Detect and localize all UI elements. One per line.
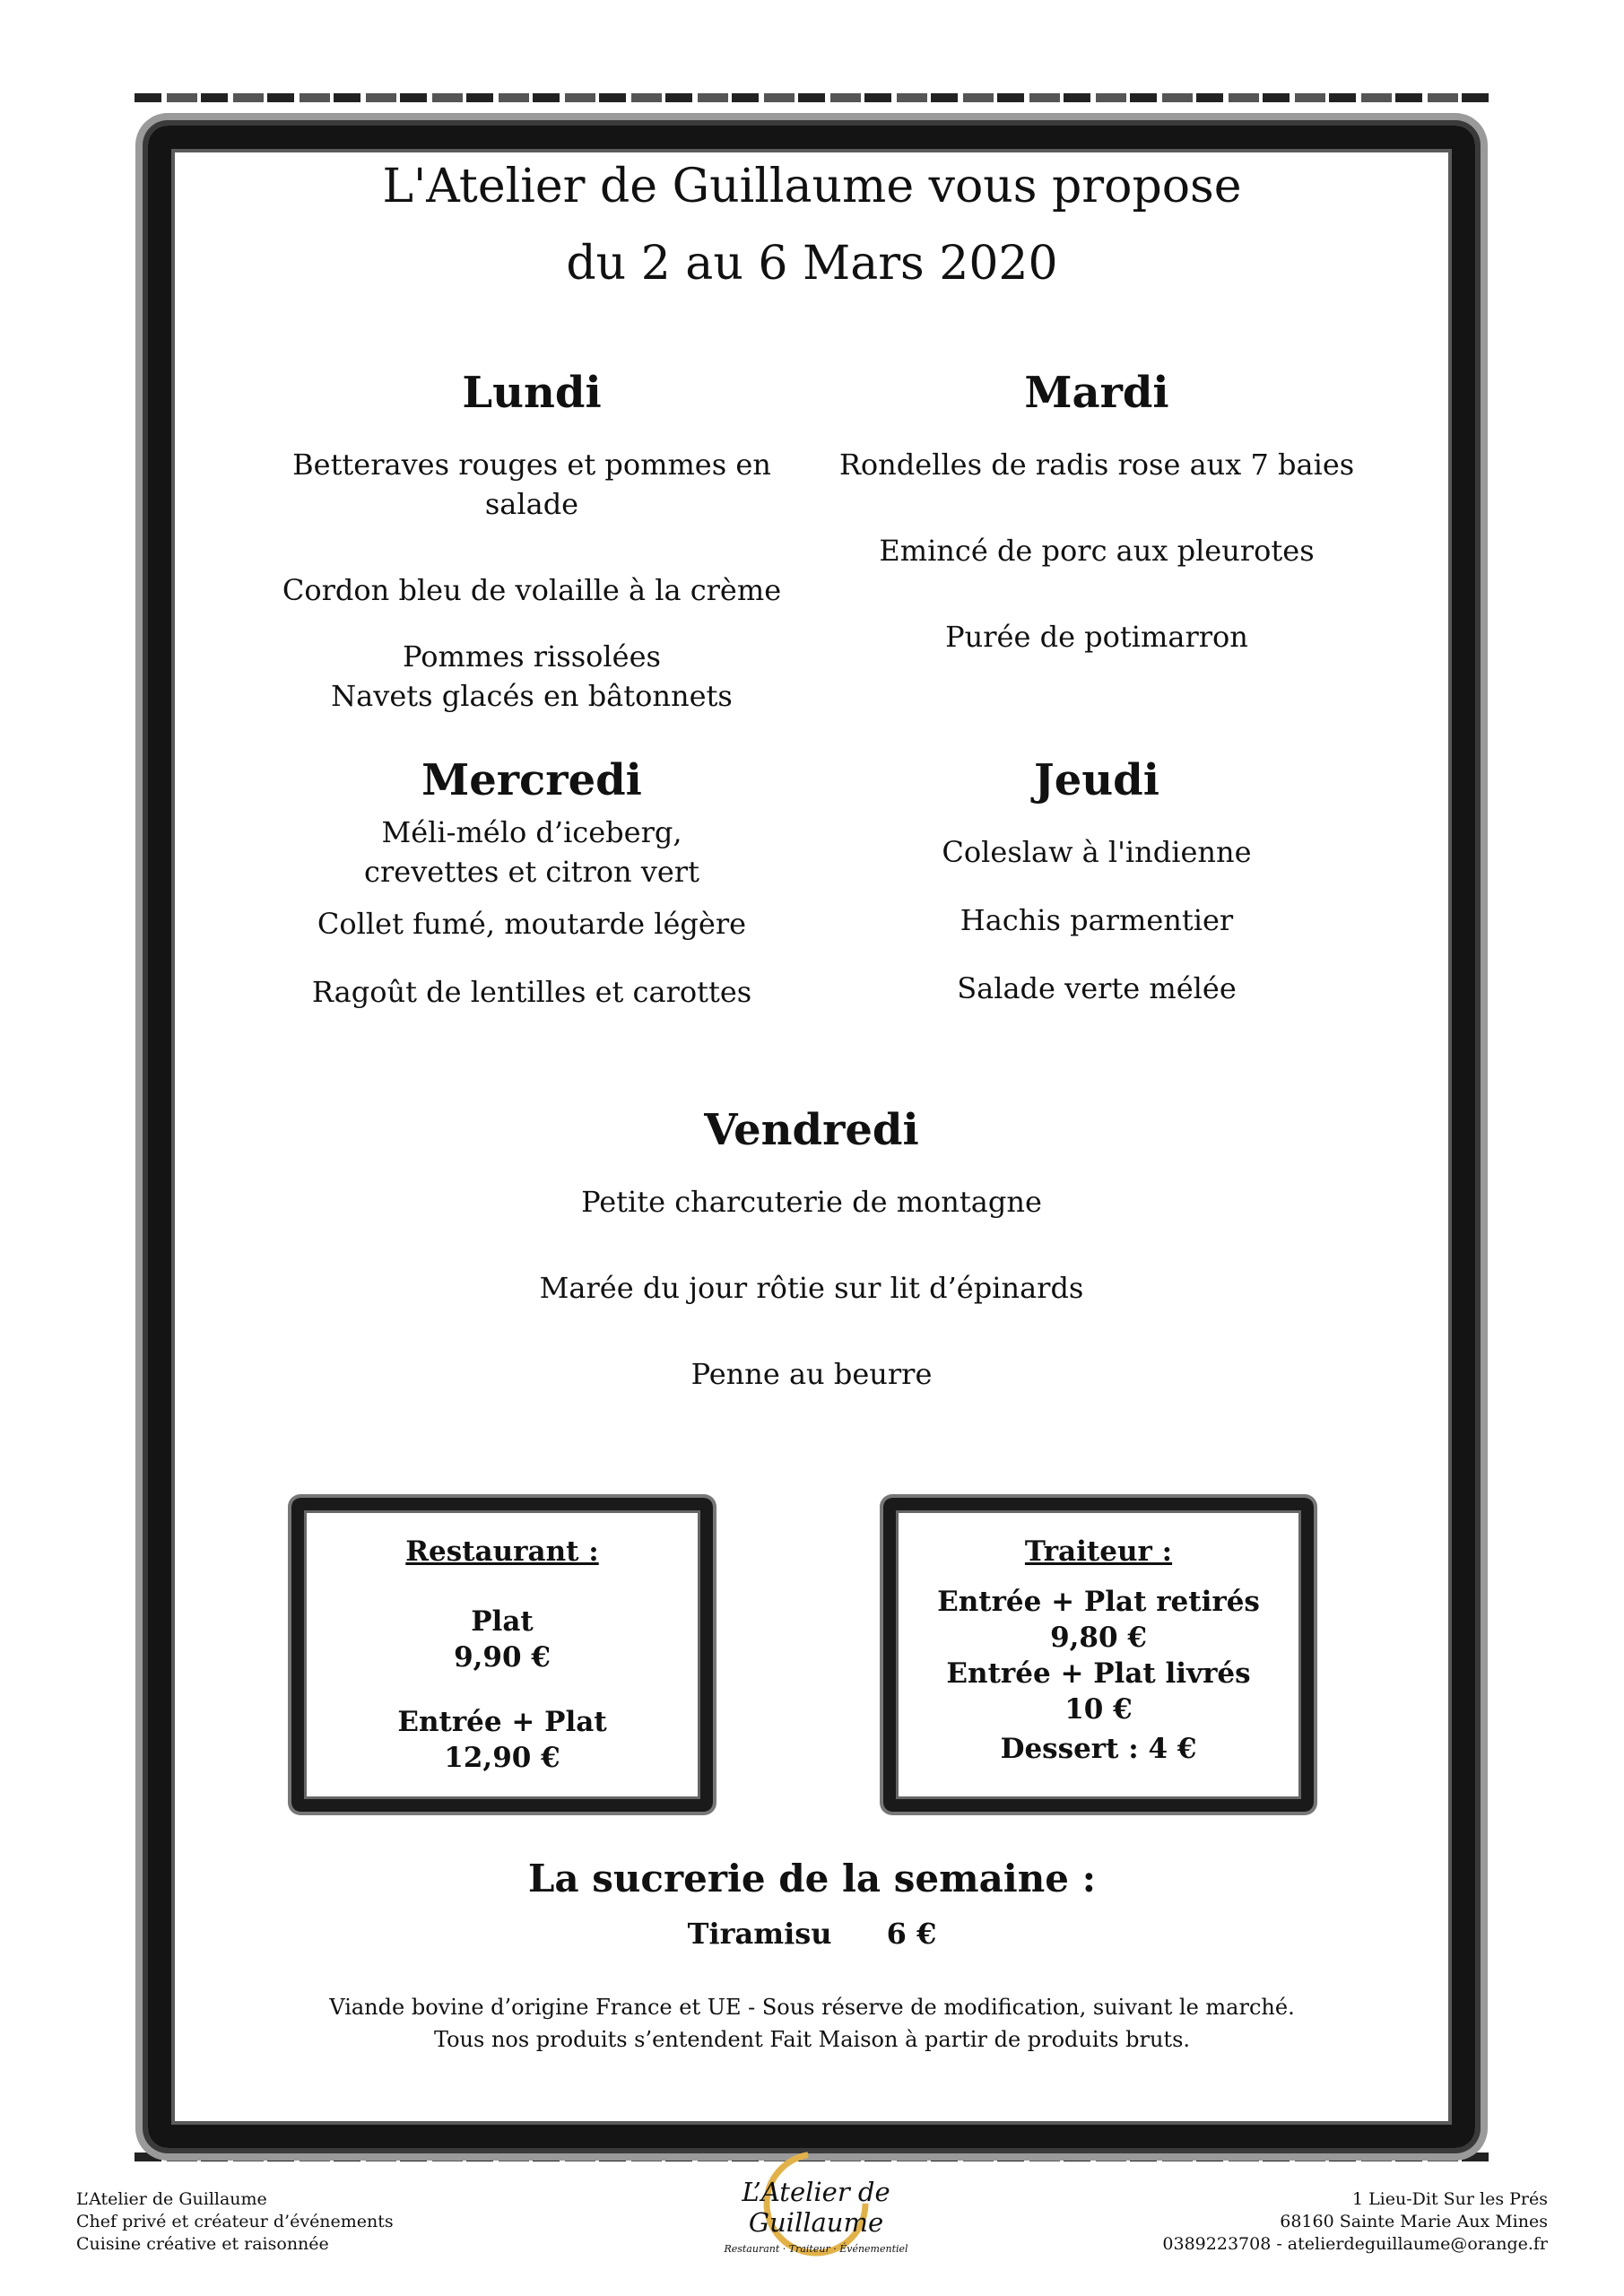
dish-entree: Petite charcuterie de montagne <box>581 1185 1042 1219</box>
dish-entree-2: crevettes et citron vert <box>364 855 699 889</box>
day-lundi <box>254 366 810 716</box>
dish-entree: Coleslaw à l'indienne <box>942 835 1252 869</box>
logo <box>690 2148 942 2269</box>
footer-company-name: L’Atelier de Guillaume <box>76 2189 267 2209</box>
restaurant-plat-label: Plat <box>471 1605 534 1638</box>
day-mardi <box>819 366 1375 657</box>
sucrerie-price: 6 € <box>886 1917 937 1951</box>
dish-plat: Cordon bleu de volaille à la crème <box>282 573 782 607</box>
dish-accomp-2: Navets glacés en bâtonnets <box>331 679 733 713</box>
dish-entree-1: Méli-mélo d’iceberg, <box>381 815 682 849</box>
footer-right <box>1162 2188 1548 2256</box>
restaurant-plat-price: 9,90 € <box>454 1641 551 1674</box>
restaurant-price-box <box>291 1498 713 1812</box>
dish-entree: Rondelles de radis rose aux 7 baies <box>838 448 1355 482</box>
sucrerie-item: Tiramisu <box>687 1917 832 1951</box>
footnote-fait-maison: Tous nos produits s’entendent Fait Maison à partir de produits bruts. <box>433 2027 1191 2052</box>
dish-plat: Hachis parmentier <box>960 903 1234 937</box>
footnotes <box>0 1991 1624 2056</box>
frame-top-texture <box>135 93 1489 102</box>
traiteur-price-box <box>883 1498 1314 1812</box>
day-jeudi <box>819 753 1375 1008</box>
footer-left <box>76 2188 394 2256</box>
title-line-1: L'Atelier de Guillaume vous propose <box>382 160 1242 213</box>
traiteur-heading: Traiteur : <box>1024 1535 1173 1568</box>
traiteur-retires-price: 9,80 € <box>1050 1622 1147 1654</box>
footer-contact: 0389223708 - atelierdeguillaume@orange.fr <box>1162 2234 1548 2254</box>
dish-accomp-1: Pommes rissolées <box>403 639 661 674</box>
traiteur-livres-price: 10 € <box>1064 1693 1133 1726</box>
dish-accomp: Penne au beurre <box>690 1357 933 1391</box>
logo-subtitle: Restaurant · Traiteur · Événementiel <box>724 2243 908 2255</box>
page-title <box>0 148 1624 302</box>
sucrerie-heading: La sucrerie de la semaine : <box>527 1857 1097 1900</box>
dish-accomp: Ragoût de lentilles et carottes <box>311 975 752 1009</box>
sucrerie-line <box>0 1917 1624 1951</box>
restaurant-menu-price: 12,90 € <box>444 1742 560 1774</box>
day-mercredi <box>254 753 810 1012</box>
dish-plat: Marée du jour rôtie sur lit d’épinards <box>539 1271 1084 1305</box>
day-title: Mercredi <box>421 755 642 805</box>
day-title: Jeudi <box>1034 755 1159 805</box>
title-line-2: du 2 au 6 Mars 2020 <box>566 237 1058 291</box>
logo-text: L’Atelier de Guillaume <box>742 2177 890 2238</box>
footer-address: 1 Lieu-Dit Sur les Prés <box>1351 2189 1548 2209</box>
footer-tagline-2: Cuisine créative et raisonnée <box>76 2234 329 2254</box>
traiteur-retires-label: Entrée + Plat retirés <box>937 1586 1260 1618</box>
dish-accomp: Purée de potimarron <box>945 620 1248 654</box>
dish-entree: Betteraves rouges et pommes en salade <box>292 448 771 521</box>
footer-city: 68160 Sainte Marie Aux Mines <box>1280 2212 1548 2231</box>
traiteur-livres-label: Entrée + Plat livrés <box>946 1657 1251 1690</box>
dish-plat: Emincé de porc aux pleurotes <box>879 534 1315 568</box>
day-title: Lundi <box>462 368 602 418</box>
day-title: Vendredi <box>704 1105 919 1155</box>
day-title: Mardi <box>1024 368 1169 418</box>
restaurant-menu-label: Entrée + Plat <box>397 1706 607 1738</box>
restaurant-heading: Restaurant : <box>405 1535 599 1568</box>
dish-accomp: Salade verte mélée <box>957 971 1237 1005</box>
footer-tagline-1: Chef privé et créateur d’événements <box>76 2212 394 2231</box>
day-vendredi <box>453 1103 1170 1394</box>
dish-plat: Collet fumé, moutarde légère <box>317 907 747 941</box>
traiteur-dessert: Dessert : 4 € <box>1000 1733 1197 1765</box>
footnote-origin: Viande bovine d’origine France et UE - Sous réserve de modification, suivant le marché. <box>329 1995 1295 2020</box>
